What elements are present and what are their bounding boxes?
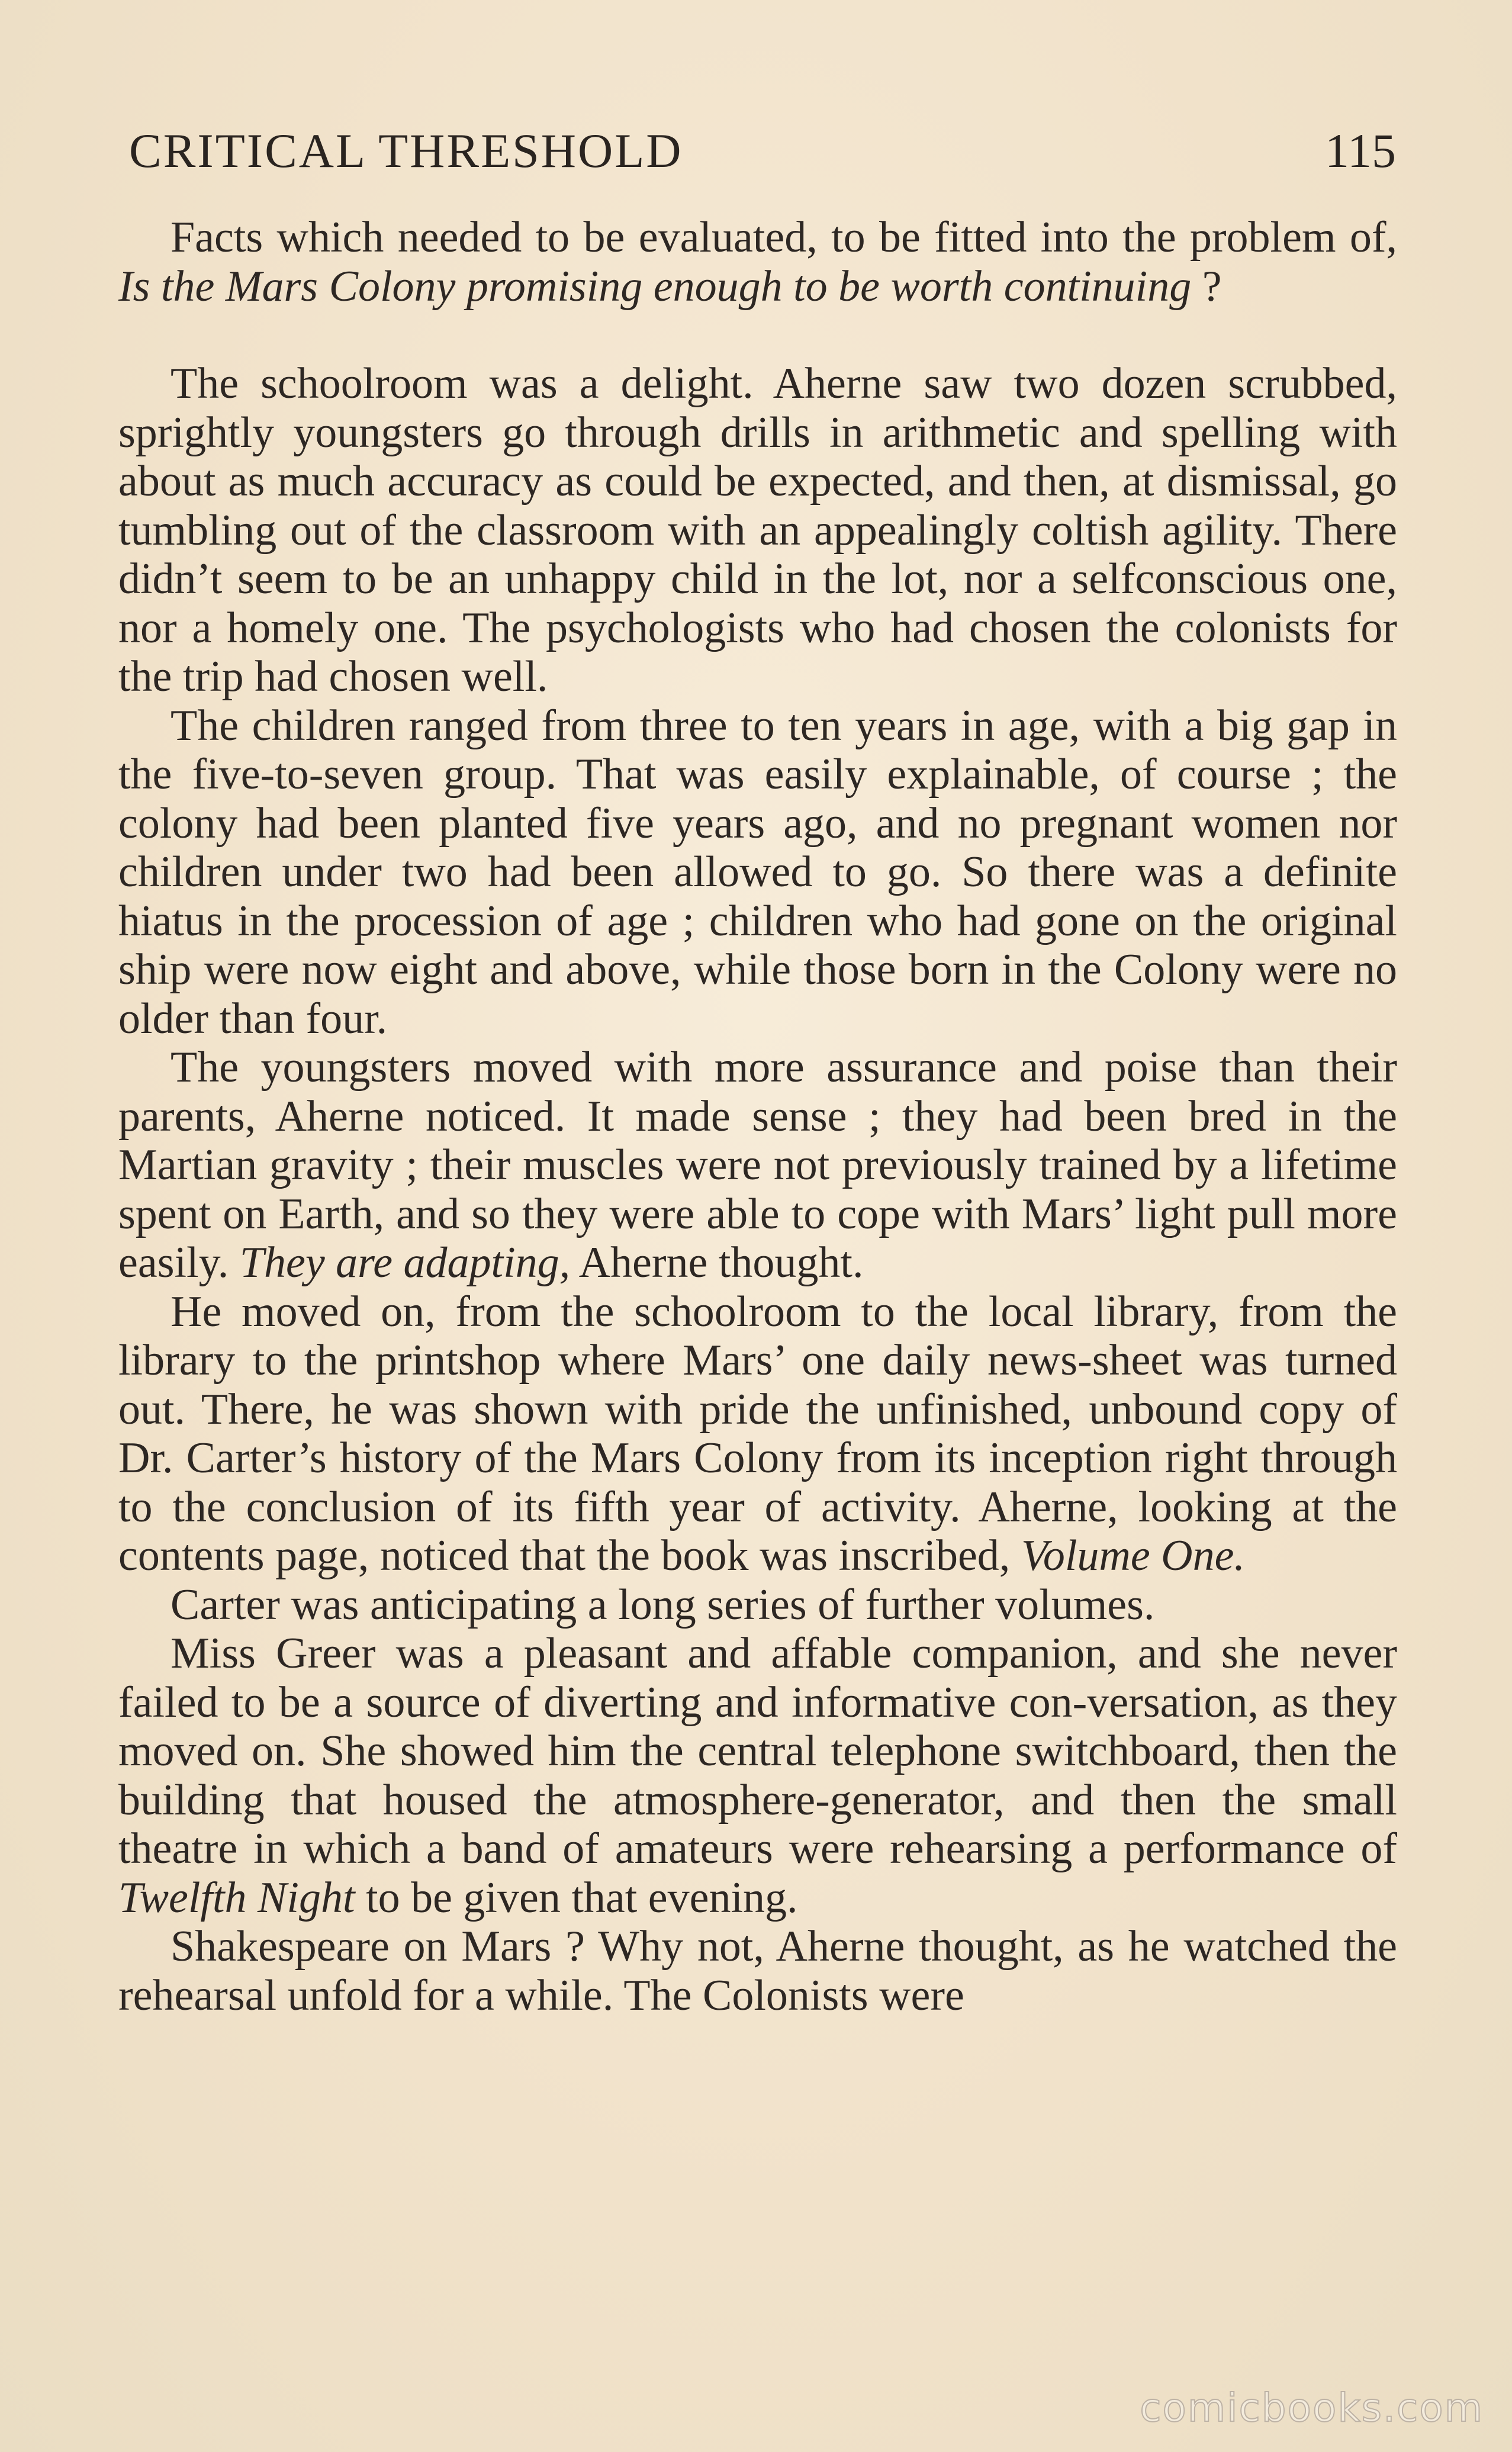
text-run: to be given that evening. bbox=[355, 1873, 798, 1922]
text-run: Shakespeare on Mars ? Why not, Aherne thought, as he watched the rehearsal unfold for a while. The Colonists were bbox=[118, 1922, 1397, 2020]
body-text bbox=[118, 213, 1397, 2020]
text-run: Aherne thought. bbox=[570, 1238, 864, 1287]
text-run: Facts which needed to be evaluated, to be fitted into the problem of, bbox=[170, 213, 1397, 262]
paragraph bbox=[118, 1043, 1397, 1288]
page-number: 115 bbox=[1325, 124, 1396, 178]
paragraph bbox=[118, 1922, 1397, 2020]
running-head bbox=[129, 118, 1396, 184]
italic-text: Volume One. bbox=[1021, 1531, 1245, 1580]
paragraph bbox=[118, 1629, 1397, 1922]
text-run: He moved on, from the schoolroom to the local library, from the library to the printshop where Mars’ one daily news-sheet was turned out. There, he was shown with pride the unfinished, unbound copy of Dr. Carter’s history of the Mars Colony from its inception right through to the conclusion of its fifth year of activity. Aherne, looking at the contents page, noticed that the book was inscribed, bbox=[118, 1287, 1397, 1580]
paragraph bbox=[118, 1288, 1397, 1581]
text-run: The youngsters moved with more assurance and poise than their parents, Aherne noticed. It made sense ; they had been bred in the Martian gravity ; their muscles were not previously trained by a lifetime spent on Earth, and so they were able to cope with Mars’ light pull more easily. bbox=[118, 1043, 1397, 1287]
text-run: Carter was anticipating a long series of further volumes. bbox=[170, 1580, 1155, 1629]
text-run: The schoolroom was a delight. Aherne saw two dozen scrubbed, sprightly youngsters go through drills in arithmetic and spelling with about as much accuracy as could be expected, and then, at dismissal, go tumbling out of the classroom with an appealingly coltish agility. There didn’t seem to be an unhappy child in the lot, nor a selfconscious one, nor a homely one. The psychologists who had chosen the colonists for the trip had chosen well. bbox=[118, 359, 1397, 701]
paragraph bbox=[118, 213, 1397, 311]
paragraph bbox=[118, 702, 1397, 1044]
text-run: ? bbox=[1191, 262, 1222, 311]
italic-text: Twelfth Night bbox=[118, 1873, 355, 1922]
watermark: comicbooks.com bbox=[1140, 2385, 1484, 2431]
italic-text: They are adapting, bbox=[239, 1238, 571, 1287]
italic-text: Is the Mars Colony promising enough to be worth continuing bbox=[118, 262, 1192, 311]
paragraph bbox=[118, 359, 1397, 702]
text-run: The children ranged from three to ten years in age, with a big gap in the five-to-seven group. That was easily explainable, of course ; the colony had been planted five years ago, and no pregnant women nor children under two had been allowed to go. So there was a definite hiatus in the procession of age ; children who had gone on the original ship were now eight and above, while those born in the Colony were no older than four. bbox=[118, 701, 1397, 1043]
paragraph bbox=[118, 1581, 1397, 1630]
running-title: CRITICAL THRESHOLD bbox=[129, 124, 683, 178]
text-run: Miss Greer was a pleasant and affable companion, and she never failed to be a source of diverting and informative con-versation, as they moved on. She showed him the central telephone switchboard, then the building that housed the atmosphere-generator, and then the small theatre in which a band of amateurs were rehearsing a performance of bbox=[118, 1629, 1397, 1873]
